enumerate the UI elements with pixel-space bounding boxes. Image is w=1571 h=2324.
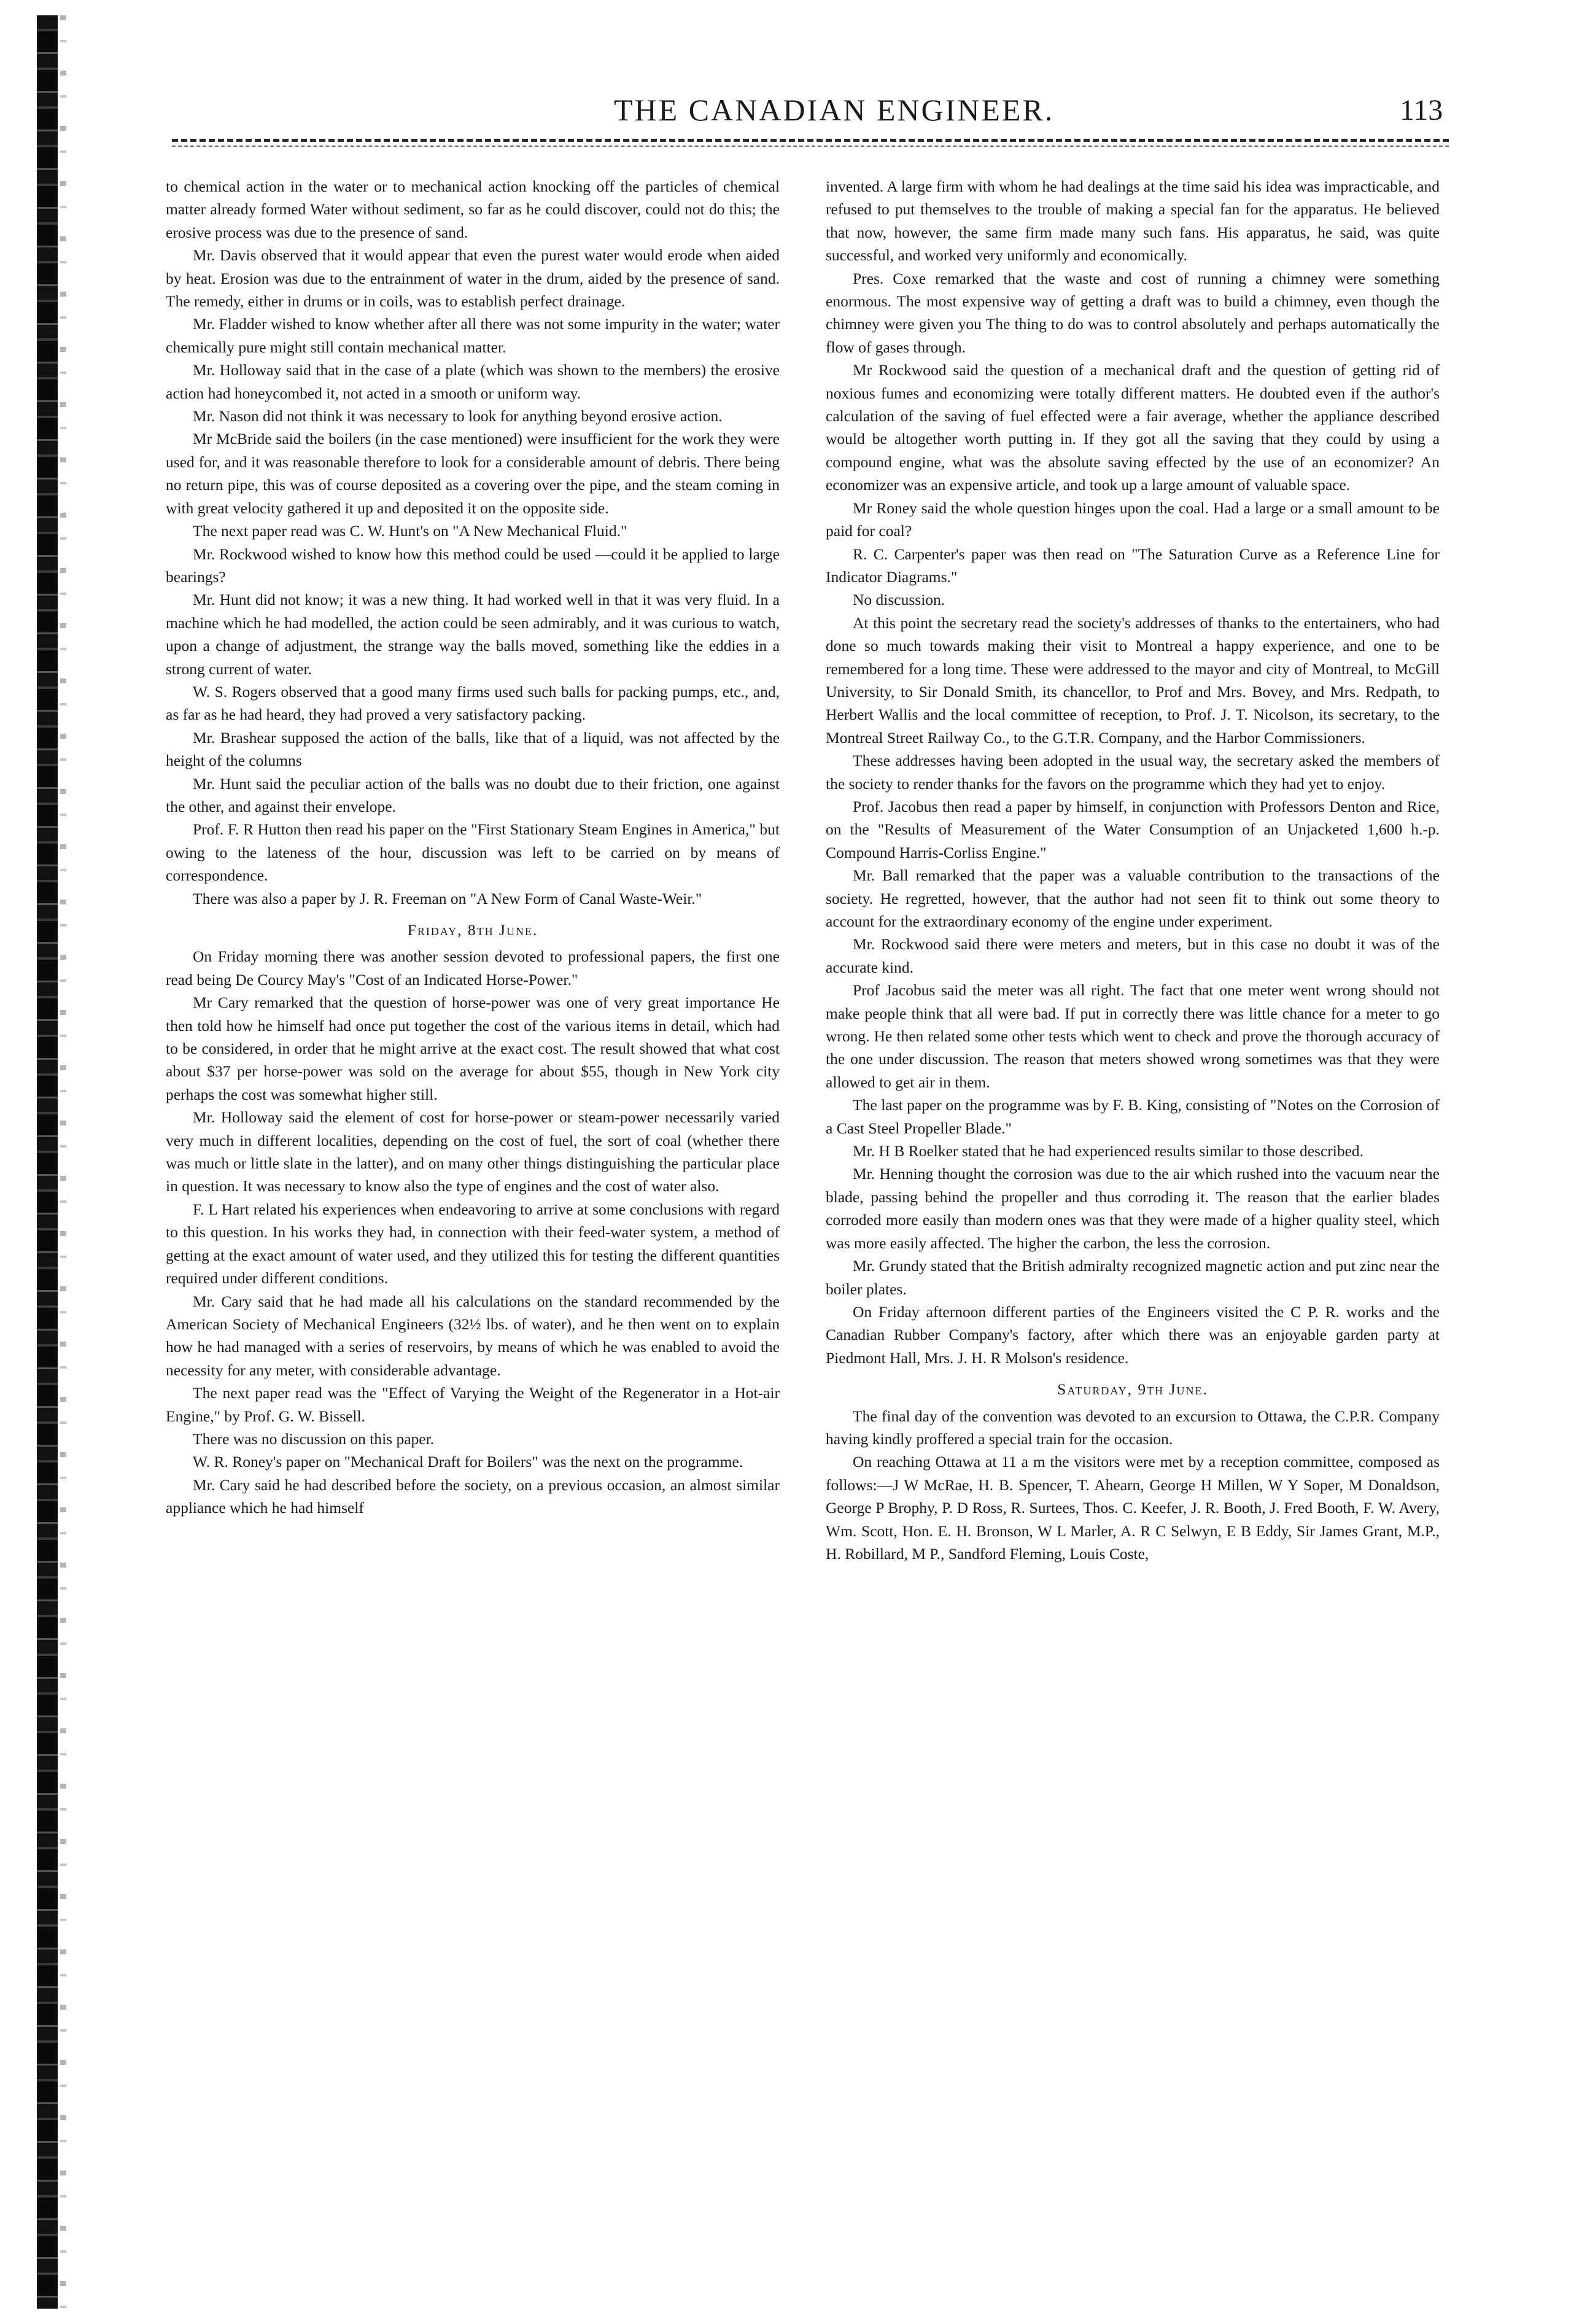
header-rule [172, 139, 1449, 142]
paragraph: Mr. Hunt did not know; it was a new thing. It had worked well in that it was very fluid. In a machine which he had modelled, the action could be seen admirably, and it was curious to watch, upon a change of adjustment, the strange way the balls moved, something like the eddies in a strong current of water. [166, 591, 780, 678]
left-column [166, 175, 780, 1520]
paragraph: Mr. Brashear supposed the action of the balls, like that of a liquid, was not affected by the height of the columns [166, 728, 780, 770]
paragraph: Mr. Davis observed that it would appear that even the purest water would erode when aided by heat. Erosion was due to the entrainment of water in the drum, aided by the presence of sand. The remedy, either in drums or in coils, was to establish perfect drainage. [166, 246, 780, 311]
page-binding-edge [37, 15, 58, 2309]
paragraph: Mr. Henning thought the corrosion was due to the air which rushed into the vacuum near the blade, passing behind the propeller and thus corroding it. The reason that the earlier blades corroded more easily than modern ones was that they were made of a higher quality steel, which was more easily affected. The higher the carbon, the less the corrosion. [826, 1165, 1440, 1252]
paragraph: to chemical action in the water or to mechanical action knocking off the particles of chemical matter already formed Water without sediment, so far as he could discover, could not do this; the erosive process was due to the presence of sand. [166, 177, 780, 241]
page-number: 113 [1400, 94, 1443, 126]
section-heading-friday: Friday, 8th June. [407, 921, 538, 939]
paragraph: The last paper on the programme was by F. B. King, consisting of "Notes on the Corrosion of a Cast Steel Propeller Blade." [826, 1096, 1440, 1137]
paragraph: Mr. Ball remarked that the paper was a valuable contribution to the transactions of the society. He regretted, however, that the author had not seen fit to think out some theory to account for the extraordinary economy of the engine under experiment. [826, 866, 1440, 930]
journal-title: THE CANADIAN ENGINEER. [614, 93, 1055, 127]
paragraph: The next paper read was the "Effect of Varying the Weight of the Regenerator in a Hot-air Engine," by Prof. G. W. Bissell. [166, 1384, 780, 1425]
paragraph: Mr. Fladder wished to know whether after all there was not some impurity in the water; water chemically pure might still contain mechanical matter. [166, 315, 780, 356]
paragraph: Mr Cary remarked that the question of horse-power was one of very great importance He then told how he himself had once put together the cost of the various items in detail, which had to be considered, in order that he might arrive at the exact cost. The result showed that what cost about $37 per horse-power was sold on the average for about $55, though in New York city perhaps the cost was somewhat higher still. [166, 993, 780, 1103]
paragraph: R. C. Carpenter's paper was then read on "The Saturation Curve as a Reference Line for Indicator Diagrams." [826, 545, 1440, 586]
right-column [826, 175, 1440, 1565]
paragraph: Mr. Grundy stated that the British admiralty recognized magnetic action and put zinc near the boiler plates. [826, 1257, 1440, 1298]
paragraph: At this point the secretary read the society's addresses of thanks to the entertainers, who had done so much towards making their visit to Montreal a happy experience, and one to be remembered for a long time. These were addressed to the mayor and city of Montreal, to McGill University, to Sir Donald Smith, its chancellor, to Prof and Mrs. Bovey, and Mrs. Redpath, to Herbert Wallis and the local committee of reception, to Prof. J. T. Nicolson, its secretary, to the Montreal Street Railway Co., to the G.T.R. Company, and the Harbor Commissioners. [826, 613, 1440, 747]
paragraph: invented. A large firm with whom he had dealings at the time said his idea was impracticable, and refused to put themselves to the trouble of making a special fan for the apparatus. He believed that now, however, the same firm made many such fans. His apparatus, he said, was quite successful, and worked very uniformly and economically. [826, 177, 1440, 265]
paragraph: On Friday morning there was another session devoted to professional papers, the first one read being De Courcy May's "Cost of an Indicated Horse-Power." [166, 947, 780, 989]
paragraph: These addresses having been adopted in the usual way, the secretary asked the members of the society to render thanks for the favors on the programme which they had yet to enjoy. [826, 752, 1440, 793]
paragraph: The final day of the convention was devoted to an excursion to Ottawa, the C.P.R. Company having kindly proffered a special train for the occasion. [826, 1407, 1440, 1448]
paragraph: Mr. Cary said that he had made all his calculations on the standard recommended by the American Society of Mechanical Engineers (32½ lbs. of water), and he then went on to explain how he had managed with a series of reservoirs, by means of which he was enabled to avoid the necessity for any meter, with considerable advantage. [166, 1292, 780, 1379]
paragraph: W. R. Roney's paper on "Mechanical Draft for Boilers" was the next on the programme. [193, 1453, 743, 1471]
paragraph: Mr. Holloway said the element of cost for horse-power or steam-power necessarily varied very much in different localities, depending on the cost of fuel, the sort of coal (whether there was much or little slate in the latter), and on many other things distinguishing the particular place in question. It was necessary to know also the type of engines and the cost of water also. [166, 1108, 780, 1195]
paragraph: Mr. Cary said he had described before the society, on a previous occasion, an almost similar appliance which he had himself [166, 1475, 780, 1517]
paragraph: The next paper read was C. W. Hunt's on "A New Mechanical Fluid." [193, 522, 627, 540]
paragraph: Mr Roney said the whole question hinges upon the coal. Had a large or a small amount to be paid for coal? [826, 499, 1440, 540]
paragraph: W. S. Rogers observed that a good many firms used such balls for packing pumps, etc., and, as far as he had heard, they had proved a very satisfactory packing. [166, 682, 780, 724]
paragraph: Mr. Hunt said the peculiar action of the balls was no doubt due to their friction, one against the other, and against their envelope. [166, 774, 780, 815]
paragraph: Mr. Nason did not think it was necessary to look for anything beyond erosive action. [193, 407, 723, 426]
paragraph: Prof. Jacobus then read a paper by himself, in conjunction with Professors Denton and Rice, on the "Results of Measurement of the Water Consumption of an Unjacketed 1,600 h.-p. Compound Harris-Corliss Engine." [826, 797, 1440, 861]
header-rule-secondary [172, 146, 1449, 147]
paragraph: Mr. Holloway said that in the case of a plate (which was shown to the members) the erosive action had honeycombed it, not acted in a smooth or uniform way. [166, 361, 780, 402]
paragraph: Pres. Coxe remarked that the waste and cost of running a chimney were something enormous. The most expensive way of getting a draft was to build a chimney, even though the chimney were given you The thing to do was to control absolutely and perhaps automatically the flow of gases through. [826, 269, 1440, 356]
section-heading-saturday: Saturday, 9th June. [1057, 1380, 1208, 1399]
paragraph: Mr Rockwood said the question of a mechanical draft and the question of getting rid of noxious fumes and economizing were totally different matters. He doubted even if the author's calculation of the saving of fuel effected were a fair average, whether the appliance described would be altogether worth putting in. If they got all the saving that they could by using a compound engine, what was the absolute saving effected by the use of an economizer? An economizer was an expensive article, and took up a large amount of valuable space. [826, 361, 1440, 494]
paragraph: No discussion. [853, 591, 945, 609]
paragraph: F. L Hart related his experiences when endeavoring to arrive at some conclusions with regard to this question. In his works they had, in connection with their feed-water system, a method of getting at the exact amount of water used, and they utilized this for testing the different quantities required under different conditions. [166, 1200, 780, 1288]
paragraph: Mr McBride said the boilers (in the case mentioned) were insufficient for the work they were used for, and it was reasonable therefore to look for a considerable amount of debris. There being no return pipe, this was of course deposited as a covering over the pipe, and the steam coming in with great velocity gathered it up and deposited it on the opposite side. [166, 430, 780, 517]
paragraph: On Friday afternoon different parties of the Engineers visited the C P. R. works and the Canadian Rubber Company's factory, after which there was an enjoyable garden party at Piedmont Hall, Mrs. J. H. R Molson's residence. [826, 1302, 1440, 1367]
paragraph: Mr. Rockwood wished to know how this method could be used —could it be applied to large bearings? [166, 545, 780, 586]
paragraph: On reaching Ottawa at 11 a m the visitors were met by a reception committee, composed as follows:—J W McRae, H. B. Spencer, T. Ahearn, George H Millen, W Y Soper, M Donaldson, George P Brophy, P. D Ross, R. Surtees, Thos. C. Keefer, J. R. Booth, J. Fred Booth, F. W. Avery, Wm. Scott, Hon. E. H. Bronson, W L Marler, A. R C Selwyn, E B Eddy, Sir James Grant, M.P., H. Robillard, M P., Sandford Fleming, Louis Coste, [826, 1453, 1440, 1563]
paragraph: There was also a paper by J. R. Freeman on "A New Form of Canal Waste-Weir." [193, 889, 702, 907]
paragraph: Prof Jacobus said the meter was all right. The fact that one meter went wrong should not make people think that all were bad. If put in correctly there was little chance for a meter to go wrong. He then related some other tests which went to check and prove the thorough accuracy of the one under discussion. The reason that meters showed wrong sometimes was that they were allowed to get air in them. [826, 981, 1440, 1091]
paragraph: Mr. Rockwood said there were meters and meters, but in this case no doubt it was of the accurate kind. [826, 935, 1440, 976]
paragraph: Mr. H B Roelker stated that he had experienced results similar to those described. [853, 1142, 1364, 1160]
paragraph: There was no discussion on this paper. [193, 1429, 435, 1448]
paragraph: Prof. F. R Hutton then read his paper on the "First Stationary Steam Engines in America," but owing to the lateness of the hour, discussion was left to be carried on by means of correspondence. [166, 820, 780, 885]
